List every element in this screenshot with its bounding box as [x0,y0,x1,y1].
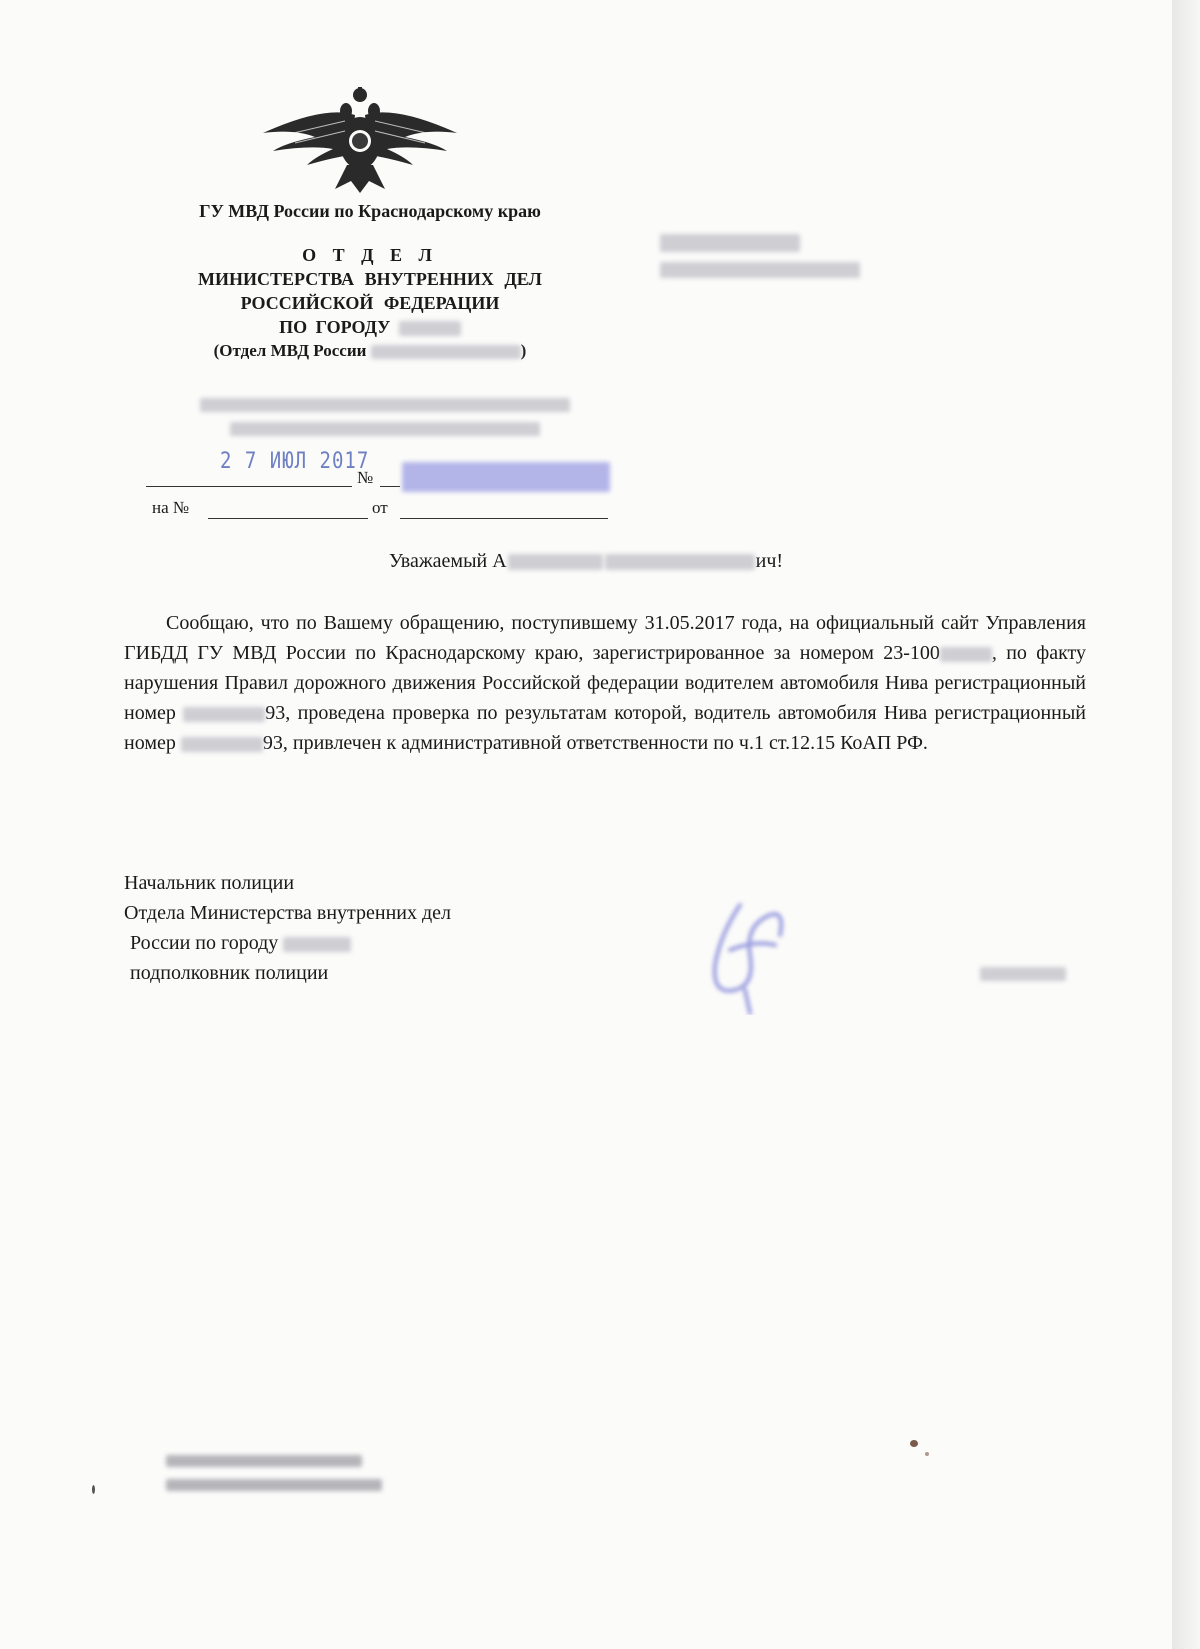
scan-edge [1172,0,1200,1649]
paper-mark [910,1440,918,1447]
addressee-block [660,234,860,278]
reply-number-blank [208,518,368,519]
redacted-short-name [371,345,521,359]
registration-blank-line [146,486,352,487]
outgoing-number-label: № [357,468,374,487]
redacted-plate-1 [183,707,265,722]
paper-mark [92,1485,95,1494]
executor-info [166,1455,382,1491]
department-title: ГУ МВД России по Краснодарскому краю [199,201,541,221]
short-name-heading: (Отдел МВД России ) [213,341,527,360]
redacted-signer-name [980,967,1066,981]
handwritten-signature [700,895,790,1015]
signatory-line-1: Начальник полиции [124,872,295,894]
redacted-addressee-address [660,262,860,278]
redacted-first-name [508,554,603,570]
signer-name [980,965,1066,983]
redacted-address [200,398,570,412]
redacted-outgoing-number [402,462,610,492]
signatory-line-4: подполковник полиции [130,962,329,984]
redacted-contacts [230,422,540,436]
redacted-executor-line-1 [166,1455,362,1467]
reply-to-label: на № [152,498,190,517]
redacted-plate-2 [181,737,263,752]
paper-mark [925,1452,929,1456]
from-date-blank [400,518,608,519]
address-line-1 [195,396,575,414]
redacted-executor-line-2 [166,1479,382,1491]
redacted-city [399,321,461,336]
city-heading: ПО ГОРОДУ [140,316,600,338]
federation-heading: РОССИЙСКОЙ ФЕДЕРАЦИИ [240,293,500,313]
letter-body: Сообщаю, что по Вашему обращению, поступившему 31.05.2017 года, на официальный сайт Управления ГИБДД ГУ МВД России по Краснодарскому краю, зарегистрированное за номером 23-100 , по факту нарушения Правил дорожного движения Российской федерации водителем автомобиля Нива регистрационный номер 93, проведена проверка по результатам которой, водитель автомобиля Нива регистрационный номер 93, привлечен к административной ответственности по ч.1 ст.12.15 КоАП РФ. [124,612,1087,754]
address-line-2 [195,420,575,438]
redacted-patronymic [605,554,755,570]
signatory-line-2: Отдела Министерства внутренних дел [124,902,452,924]
ministry-heading: МИНИСТЕРСТВА ВНУТРЕННИХ ДЕЛ [198,269,542,289]
redacted-signatory-city [283,937,351,952]
greeting: Уважаемый А ич! [388,550,784,572]
signatory-line-3: России по городу [124,928,451,958]
otdel-heading: О Т Д Е Л [302,245,438,265]
redacted-appeal-number [940,647,992,662]
registration-date-stamp: 2 7 ИЮЛ 2017 [220,448,370,474]
redacted-addressee-name [660,234,800,252]
number-blank-line [380,486,400,487]
signatory-block [124,868,451,988]
double-headed-eagle-emblem [255,85,465,195]
from-date-label: от [372,498,388,517]
